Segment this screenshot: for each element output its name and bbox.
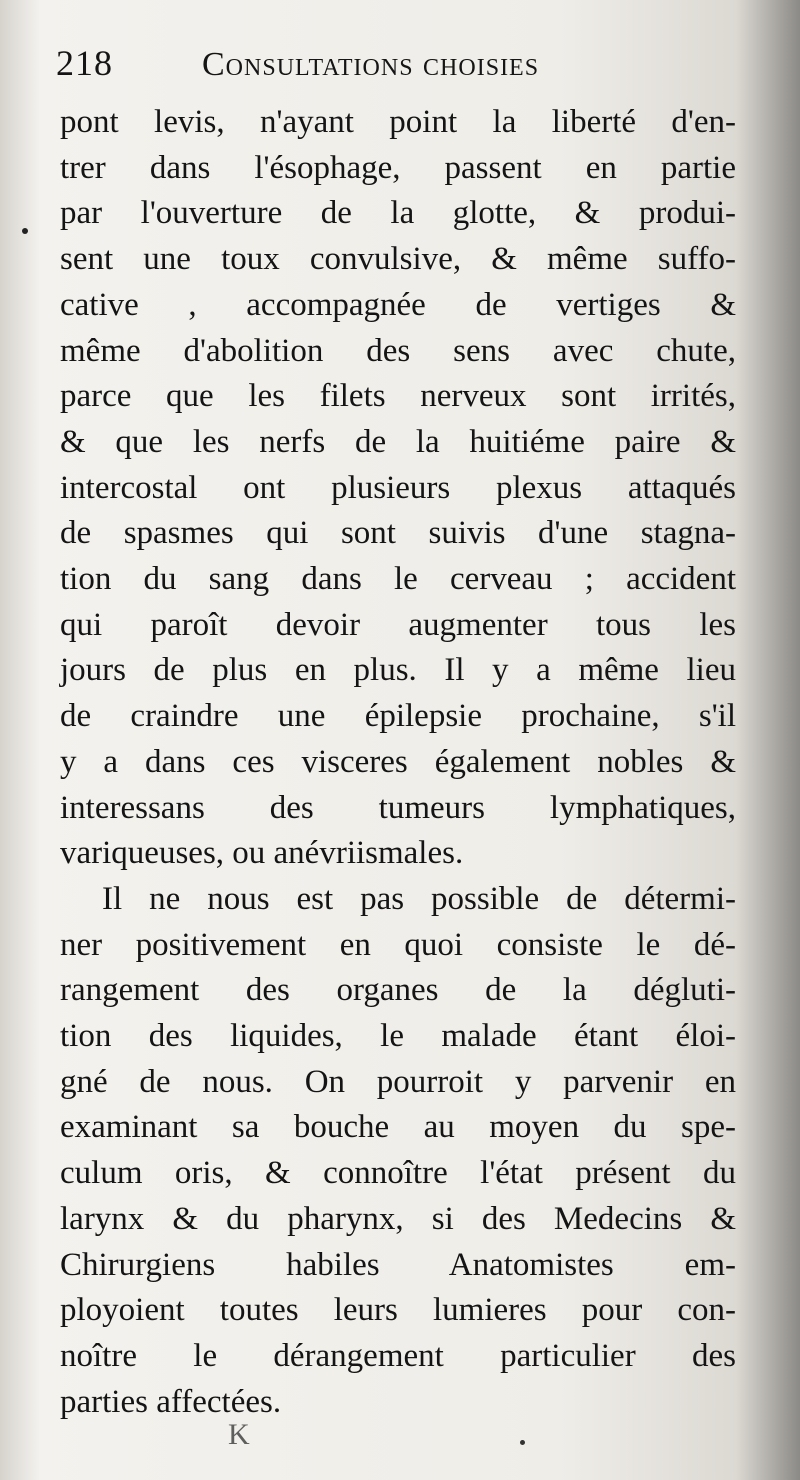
text-line: pont levis, n'ayant point la liberté d'en- xyxy=(60,104,736,140)
text-line: gné de nous. On pourroit y parvenir en xyxy=(60,1063,736,1100)
text-line: jours de plus en plus. Il y a même lieu xyxy=(60,652,736,689)
text-line: parce que les filets nerveux sont irrités, xyxy=(60,378,736,415)
text-line: même d'abolition des sens avec chute, xyxy=(60,332,736,369)
text-line: tion du sang dans le cerveau ; accident xyxy=(60,561,736,598)
text-line: rangement des organes de la dégluti- xyxy=(60,972,736,1009)
text-line: de craindre une épilepsie prochaine, s'il xyxy=(60,698,736,735)
text-line: de spasmes qui sont suivis d'une stagna- xyxy=(60,515,736,552)
text-line: par l'ouverture de la glotte, & produi- xyxy=(60,195,736,232)
text-line: sent une toux convulsive, & même suffo- xyxy=(60,241,736,278)
text-line: tion des liquides, le malade étant éloi- xyxy=(60,1018,736,1055)
text-line: noître le dérangement particulier des xyxy=(60,1337,736,1374)
page-gutter-shadow xyxy=(0,0,40,1480)
text-line: trer dans l'ésophage, passent en partie xyxy=(60,149,736,186)
signature-mark: K xyxy=(228,1418,250,1451)
text-line: y a dans ces visceres également nobles & xyxy=(60,743,736,780)
ink-speck xyxy=(520,1440,525,1445)
text-line: cative , accompagnée de vertiges & xyxy=(60,286,736,323)
text-line: intercostal ont plusieurs plexus attaqués xyxy=(60,469,736,506)
text-line: Chirurgiens habiles Anatomistes em- xyxy=(60,1246,736,1283)
text-line: culum oris, & connoître l'état présent du xyxy=(60,1155,736,1192)
text-line: parties affectées. xyxy=(60,1383,282,1420)
ink-speck xyxy=(22,228,28,234)
paragraph-2 xyxy=(60,877,736,1425)
text-line: ployoient toutes leurs lumieres pour con- xyxy=(60,1292,736,1329)
running-title: Consultations choisies xyxy=(202,46,540,83)
text-line: Il ne nous est pas possible de détermi- xyxy=(102,880,736,917)
text-line: interessans des tumeurs lymphatiques, xyxy=(60,789,736,826)
text-line: & que les nerfs de la huitiéme paire & xyxy=(60,423,736,460)
text-line: variqueuses, ou anévriismales. xyxy=(60,835,464,872)
page-number: 218 xyxy=(56,43,113,83)
text-line: qui paroît devoir augmenter tous les xyxy=(60,606,736,643)
text-line: ner positivement en quoi consiste le dé- xyxy=(60,926,736,963)
body-text xyxy=(60,100,736,1425)
paragraph-1 xyxy=(60,100,736,877)
text-line: larynx & du pharynx, si des Medecins & xyxy=(60,1200,736,1237)
text-line: examinant sa bouche au moyen du spe- xyxy=(60,1109,736,1146)
page-header xyxy=(56,42,756,92)
